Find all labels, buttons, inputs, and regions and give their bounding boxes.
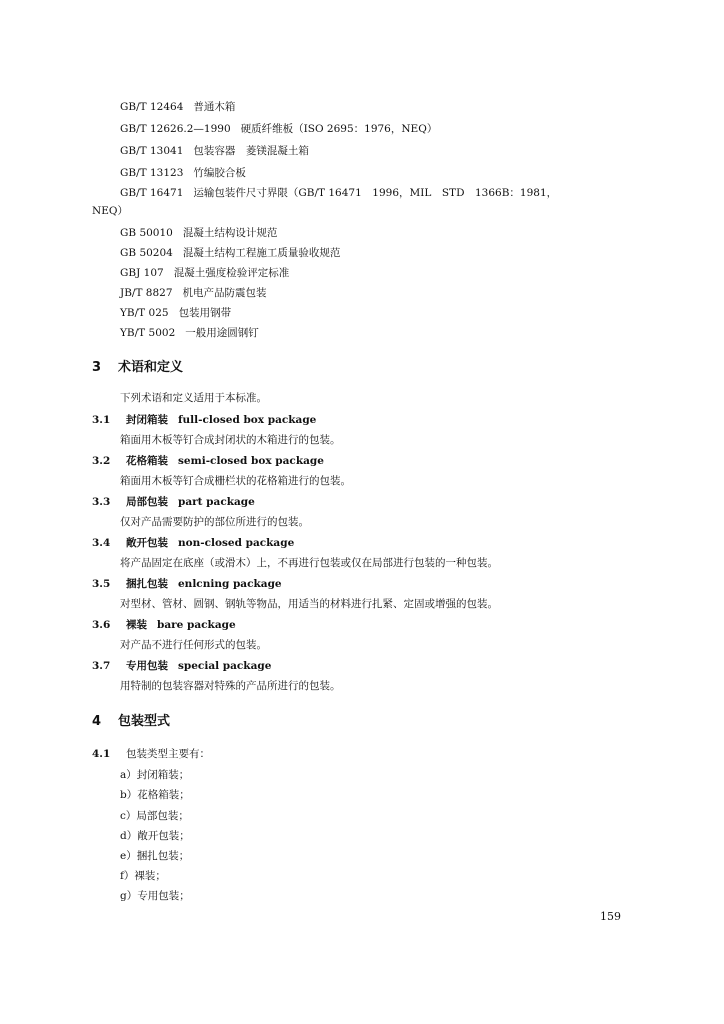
page-number: 159	[600, 910, 621, 923]
reference-code: GB/T 16471	[120, 187, 184, 199]
list-item: b）花格箱装；	[120, 789, 190, 801]
reference-code: YB/T 025	[120, 307, 169, 319]
reference-title: 混凝土结构设计规范	[182, 227, 278, 239]
reference-code: YB/T 5002	[120, 327, 176, 339]
reference-line	[120, 266, 289, 280]
section-number: 4	[92, 714, 102, 729]
term-definition: 对产品不进行任何形式的包装。	[120, 639, 267, 651]
term-number: 3.6	[92, 619, 111, 631]
term-cn: 捆扎包装	[126, 578, 168, 590]
reference-line	[120, 166, 246, 180]
term-en: non-closed package	[178, 537, 295, 549]
term-cn: 裸装	[126, 619, 147, 631]
reference-line	[120, 144, 309, 158]
term-cn: 封闭箱装	[126, 414, 168, 426]
reference-line	[120, 326, 259, 340]
term-number: 3.1	[92, 414, 111, 426]
term-number: 3.4	[92, 537, 111, 549]
term-definition: 用特制的包装容器对特殊的产品所进行的包装。	[120, 680, 341, 692]
term-en: bare package	[157, 619, 236, 631]
reference-title: 混凝土强度检验评定标准	[173, 267, 290, 279]
term-en: semi-closed box package	[178, 455, 324, 467]
term-heading	[92, 535, 294, 550]
reference-title: 混凝土结构工程施工质量验收规范	[182, 247, 341, 259]
term-heading	[92, 617, 236, 632]
section-number: 3	[92, 360, 102, 375]
reference-code: GB/T 13123	[120, 167, 184, 179]
section-title: 术语和定义	[118, 360, 184, 375]
reference-code: GB/T 13041	[120, 145, 184, 157]
term-cn: 敞开包装	[126, 537, 168, 549]
term-heading	[92, 576, 282, 591]
reference-title: 普通木箱	[193, 101, 236, 113]
reference-title: 竹编胶合板	[193, 167, 246, 179]
section-heading	[92, 356, 183, 375]
term-en: special package	[178, 660, 272, 672]
term-cn: 局部包装	[126, 496, 168, 508]
clause-number: 4.1	[92, 748, 111, 760]
reference-code: GBJ 107	[120, 267, 164, 279]
term-en: part package	[178, 496, 255, 508]
term-definition: 仅对产品需要防护的部位所进行的包装。	[120, 516, 309, 528]
term-cn: 花格箱装	[126, 455, 168, 467]
term-en: full-closed box package	[178, 414, 317, 426]
term-heading	[92, 412, 316, 427]
reference-title: 包装用钢带	[178, 307, 232, 319]
term-number: 3.2	[92, 455, 111, 467]
term-heading	[92, 494, 255, 509]
list-item: e）捆扎包装；	[120, 850, 190, 862]
list-item: d）敞开包装；	[120, 830, 190, 842]
list-item: g）专用包装；	[120, 890, 190, 902]
term-definition: 对型材、管材、圆钢、钢轨等物品，用适当的材料进行扎紧、定固或增强的包装。	[120, 598, 498, 610]
term-number: 3.5	[92, 578, 111, 590]
term-number: 3.7	[92, 660, 111, 672]
reference-line	[120, 246, 340, 260]
reference-code: GB/T 12626.2—1990	[120, 123, 231, 135]
reference-title: 机电产品防震包装	[182, 287, 267, 299]
reference-code: JB/T 8827	[120, 287, 173, 299]
clause-line	[92, 746, 210, 761]
section-heading	[92, 710, 170, 729]
clause-text: 包装类型主要有：	[126, 748, 210, 760]
term-definition: 箱面用木板等钉合成栅栏状的花格箱进行的包装。	[120, 475, 351, 487]
reference-code: GB 50204	[120, 247, 173, 259]
reference-line	[120, 226, 277, 240]
term-heading	[92, 453, 324, 468]
reference-code: GB/T 12464	[120, 101, 184, 113]
reference-code: GB 50010	[120, 227, 173, 239]
reference-line	[120, 122, 437, 136]
reference-wrap: NEQ）	[92, 205, 128, 217]
term-number: 3.3	[92, 496, 111, 508]
reference-title: 硬质纤维板（ISO 2695：1976，NEQ）	[240, 123, 438, 135]
list-item: c）局部包装；	[120, 810, 189, 822]
section-title: 包装型式	[118, 714, 171, 729]
term-en: enlcning package	[178, 578, 282, 590]
section-intro: 下列术语和定义适用于本标准。	[120, 392, 267, 404]
term-definition: 箱面用木板等钉合成封闭状的木箱进行的包装。	[120, 434, 341, 446]
reference-title: 包装容器 菱镁混凝土箱	[193, 145, 309, 157]
reference-line	[120, 286, 267, 300]
reference-line	[120, 100, 235, 114]
term-heading	[92, 658, 271, 673]
term-cn: 专用包装	[126, 660, 168, 672]
term-definition: 将产品固定在底座（或滑木）上，不再进行包装或仅在局部进行包装的一种包装。	[120, 557, 498, 569]
reference-title: 一般用途圆钢钉	[185, 327, 259, 339]
reference-line	[120, 306, 231, 320]
list-item: f）裸装；	[120, 870, 166, 882]
list-item: a）封闭箱装；	[120, 769, 190, 781]
reference-line	[120, 186, 557, 200]
reference-title: 运输包装件尺寸界限（GB/T 16471 1996，MIL STD 1366B：1981，	[193, 187, 558, 199]
